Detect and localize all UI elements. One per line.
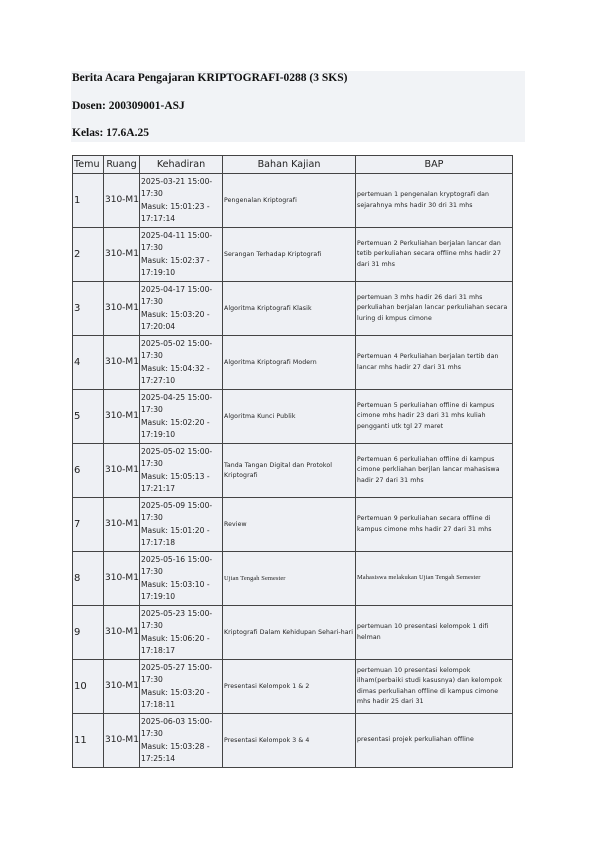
room-code: 310-M1 xyxy=(104,228,140,282)
room-code: 310-M1 xyxy=(104,714,140,768)
meeting-number: 10 xyxy=(73,660,104,714)
check-in-time: Masuk: 15:03:20 - 17:18:11 xyxy=(141,687,210,709)
meeting-number: 2 xyxy=(73,228,104,282)
meeting-number: 11 xyxy=(73,714,104,768)
bap-notes: Mahasiswa melakukan Ujian Tengah Semester xyxy=(356,552,513,606)
room-code: 310-M1 xyxy=(104,606,140,660)
table-row xyxy=(73,552,513,606)
schedule-time: 2025-03-21 15:00-17:30 xyxy=(141,176,213,199)
bap-notes: presentasi projek perkuliahan offline xyxy=(356,714,513,768)
bap-notes: pertemuan 1 pengenalan kryptografi dan sejarahnya mhs hadir 30 dri 31 mhs xyxy=(356,174,513,228)
schedule-time: 2025-06-03 15:00-17:30 xyxy=(141,716,213,739)
check-in-time: Masuk: 15:02:20 - 17:19:10 xyxy=(141,417,210,439)
study-topic: Algoritma Kriptografi Modern xyxy=(223,336,356,390)
column-header-ruang: Ruang xyxy=(104,156,140,174)
schedule-time: 2025-05-27 15:00-17:30 xyxy=(141,662,213,685)
check-in-time: Masuk: 15:03:20 - 17:20:04 xyxy=(141,309,210,331)
study-topic: Ujian Tengah Semester xyxy=(223,552,356,606)
room-code: 310-M1 xyxy=(104,390,140,444)
table-row xyxy=(73,606,513,660)
column-header-temu: Temu xyxy=(73,156,104,174)
table-row xyxy=(73,444,513,498)
bap-notes: pertemuan 10 presentasi kelompok 1 difi helman xyxy=(356,606,513,660)
room-code: 310-M1 xyxy=(104,174,140,228)
check-in-time: Masuk: 15:04:32 - 17:27:10 xyxy=(141,363,210,385)
check-in-time: Masuk: 15:03:28 - 17:25:14 xyxy=(141,741,210,763)
room-code: 310-M1 xyxy=(104,282,140,336)
attendance-cell xyxy=(140,714,223,768)
check-in-time: Masuk: 15:02:37 - 17:19:10 xyxy=(141,255,210,277)
column-header-bahan-kajian: Bahan Kajian xyxy=(223,156,356,174)
room-code: 310-M1 xyxy=(104,336,140,390)
check-in-time: Masuk: 15:03:10 - 17:19:10 xyxy=(141,579,210,601)
meeting-number: 1 xyxy=(73,174,104,228)
study-topic: Kriptografi Dalam Kehidupan Sehari-hari xyxy=(223,606,356,660)
document-title: Berita Acara Pengajaran KRIPTOGRAFI-0288 (3 SKS) xyxy=(72,72,348,84)
check-in-time: Masuk: 15:05:13 - 17:21:17 xyxy=(141,471,210,493)
table-row xyxy=(73,660,513,714)
table-header-row xyxy=(73,156,513,174)
room-code: 310-M1 xyxy=(104,444,140,498)
attendance-cell xyxy=(140,444,223,498)
schedule-time: 2025-05-02 15:00-17:30 xyxy=(141,338,213,361)
meeting-number: 9 xyxy=(73,606,104,660)
schedule-time: 2025-04-25 15:00-17:30 xyxy=(141,392,213,415)
meeting-number: 8 xyxy=(73,552,104,606)
study-topic: Review xyxy=(223,498,356,552)
table-row xyxy=(73,174,513,228)
schedule-time: 2025-05-09 15:00-17:30 xyxy=(141,500,213,523)
meeting-number: 7 xyxy=(73,498,104,552)
study-topic: Tanda Tangan Digital dan Protokol Kriptografi xyxy=(223,444,356,498)
meeting-number: 3 xyxy=(73,282,104,336)
check-in-time: Masuk: 15:01:23 - 17:17:14 xyxy=(141,201,210,223)
table-row xyxy=(73,390,513,444)
lecturer-line: Dosen: 200309001-ASJ xyxy=(72,100,185,112)
column-header-kehadiran: Kehadiran xyxy=(140,156,223,174)
schedule-time: 2025-04-17 15:00-17:30 xyxy=(141,284,213,307)
bap-notes: Pertemuan 2 Perkuliahan berjalan lancar dan tetib perkuliahan secara offline mhs hadir 27 dari 31 mhs xyxy=(356,228,513,282)
room-code: 310-M1 xyxy=(104,552,140,606)
check-in-time: Masuk: 15:01:20 - 17:17:18 xyxy=(141,525,210,547)
column-header-bap: BAP xyxy=(356,156,513,174)
attendance-cell xyxy=(140,228,223,282)
bap-notes: pertemuan 3 mhs hadir 26 dari 31 mhs perkuliahan berjalan lancar perkuliahan secara luring di kmpus cimone xyxy=(356,282,513,336)
table-row xyxy=(73,336,513,390)
attendance-cell xyxy=(140,390,223,444)
class-line: Kelas: 17.6A.25 xyxy=(72,127,149,139)
attendance-cell xyxy=(140,606,223,660)
attendance-cell xyxy=(140,552,223,606)
schedule-time: 2025-04-11 15:00-17:30 xyxy=(141,230,213,253)
table-row xyxy=(73,282,513,336)
bap-notes: pertemuan 10 presentasi kelompok ilham(perbaiki studi kasusnya) dan kelompok dimas perkuliahan offline di kampus cimone mhs hadir 25 dari 31 xyxy=(356,660,513,714)
attendance-cell xyxy=(140,660,223,714)
schedule-time: 2025-05-23 15:00-17:30 xyxy=(141,608,213,631)
bap-notes: Pertemuan 5 perkuliahan offline di kampus cimone mhs hadir 23 dari 31 mhs kuliah pengganti utk tgl 27 maret xyxy=(356,390,513,444)
attendance-table xyxy=(72,155,513,768)
attendance-cell xyxy=(140,282,223,336)
schedule-time: 2025-05-02 15:00-17:30 xyxy=(141,446,213,469)
check-in-time: Masuk: 15:06:20 - 17:18:17 xyxy=(141,633,210,655)
study-topic: Serangan Terhadap Kriptografi xyxy=(223,228,356,282)
table-row xyxy=(73,714,513,768)
study-topic: Pengenalan Kriptografi xyxy=(223,174,356,228)
bap-notes: Pertemuan 6 perkuliahan offline di kampus cimone perkliahan berjlan lancar mahasiswa hadir 27 dari 31 mhs xyxy=(356,444,513,498)
meeting-number: 5 xyxy=(73,390,104,444)
room-code: 310-M1 xyxy=(104,660,140,714)
study-topic: Algoritma Kunci Publik xyxy=(223,390,356,444)
bap-notes: Pertemuan 9 perkuliahan secara offline di kampus cimone mhs hadir 27 dari 31 mhs xyxy=(356,498,513,552)
table-row xyxy=(73,228,513,282)
study-topic: Presentasi Kelompok 1 & 2 xyxy=(223,660,356,714)
meeting-number: 6 xyxy=(73,444,104,498)
schedule-time: 2025-05-16 15:00-17:30 xyxy=(141,554,213,577)
attendance-cell xyxy=(140,336,223,390)
meeting-number: 4 xyxy=(73,336,104,390)
bap-notes: Pertemuan 4 Perkuliahan berjalan tertib dan lancar mhs hadir 27 dari 31 mhs xyxy=(356,336,513,390)
study-topic: Algoritma Kriptografi Klasik xyxy=(223,282,356,336)
attendance-cell xyxy=(140,174,223,228)
room-code: 310-M1 xyxy=(104,498,140,552)
attendance-cell xyxy=(140,498,223,552)
table-row xyxy=(73,498,513,552)
study-topic: Presentasi Kelompok 3 & 4 xyxy=(223,714,356,768)
